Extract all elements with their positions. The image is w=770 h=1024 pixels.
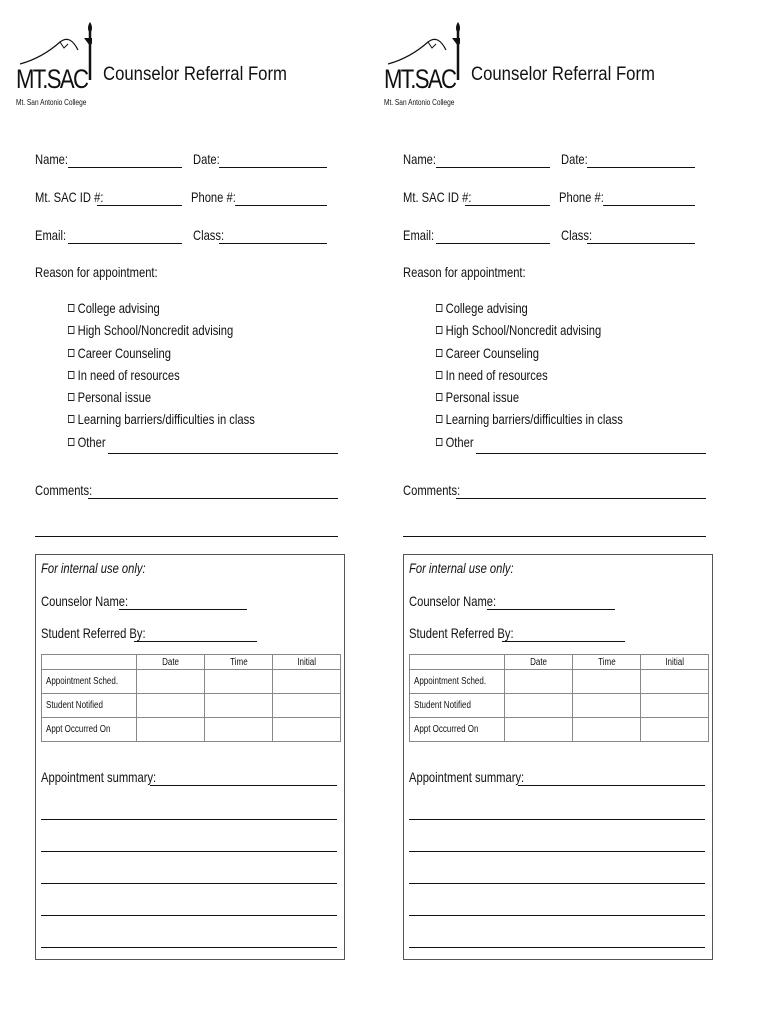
phone-blank[interactable] [603,204,695,206]
checkbox-icon[interactable] [436,393,442,401]
class-blank[interactable] [587,242,695,244]
appointment-table [41,654,341,742]
internal-heading: For internal use only: [409,560,514,576]
summary-line[interactable] [41,882,337,884]
email-label: Email: [403,227,435,243]
id-blank[interactable] [97,204,182,206]
checkbox-icon[interactable] [436,326,442,334]
name-blank[interactable] [436,166,550,168]
class-label: Class: [561,227,593,243]
summary-label: Appointment summary: [409,769,525,785]
mtsac-logo [380,20,460,112]
internal-use-box [35,554,345,960]
reason-item[interactable]: High School/Noncredit advising [68,322,255,344]
comments-blank[interactable] [88,497,338,499]
summary-line[interactable] [41,946,337,948]
checkbox-icon[interactable] [68,371,74,379]
checkbox-icon[interactable] [68,415,74,423]
checkbox-icon[interactable] [436,415,442,423]
reason-item[interactable]: Personal issue [68,389,255,411]
table-row: Appointment Sched. [410,670,709,694]
counselor-name-blank[interactable] [119,608,247,610]
date-blank[interactable] [219,166,327,168]
other-blank[interactable] [476,452,706,454]
referral-form-left [0,0,360,1000]
checkbox-icon[interactable] [68,304,74,312]
name-blank[interactable] [68,166,182,168]
reason-checklist [436,300,670,456]
reason-item[interactable]: College advising [436,300,623,322]
summary-label: Appointment summary: [41,769,157,785]
email-label: Email: [35,227,67,243]
mtsac-logo [12,20,92,112]
summary-line[interactable] [409,882,705,884]
logo-subtitle: Mt. San Antonio College [384,98,455,107]
reason-item[interactable]: In need of resources [68,367,255,389]
reason-item-other[interactable]: Other [436,434,623,456]
reason-label: Reason for appointment: [35,264,158,280]
summary-line[interactable] [41,850,337,852]
date-label: Date: [193,151,220,167]
class-label: Class: [193,227,225,243]
class-blank[interactable] [219,242,327,244]
comments-blank[interactable] [456,497,706,499]
logo-subtitle: Mt. San Antonio College [16,98,87,107]
internal-use-box [403,554,713,960]
table-header-row: Date Time Initial [410,655,709,670]
checkbox-icon[interactable] [436,371,442,379]
reason-item[interactable]: Personal issue [436,389,623,411]
reason-item[interactable]: Career Counseling [68,345,255,367]
date-label: Date: [561,151,588,167]
table-row: Student Notified [410,694,709,718]
reason-checklist [68,300,302,456]
phone-blank[interactable] [235,204,327,206]
referred-by-label: Student Referred By: [409,625,514,641]
appointment-table [409,654,709,742]
comments-blank-2[interactable] [35,535,338,537]
reason-item[interactable]: Learning barriers/difficulties in class [436,411,623,433]
internal-heading: For internal use only: [41,560,146,576]
checkbox-icon[interactable] [436,304,442,312]
referred-by-label: Student Referred By: [41,625,146,641]
summary-line[interactable] [409,914,705,916]
id-label: Mt. SAC ID #: [403,189,472,205]
summary-line[interactable] [409,850,705,852]
comments-label: Comments: [35,482,93,498]
referral-form-right [368,0,728,1000]
summary-blank[interactable] [150,784,337,786]
other-blank[interactable] [108,452,338,454]
referred-by-blank[interactable] [134,640,257,642]
checkbox-icon[interactable] [68,326,74,334]
checkbox-icon[interactable] [436,438,442,446]
phone-label: Phone #: [559,189,604,205]
checkbox-icon[interactable] [68,349,74,357]
id-blank[interactable] [465,204,550,206]
email-blank[interactable] [68,242,182,244]
logo-wordmark: MT.SAC [384,64,456,94]
summary-blank[interactable] [518,784,705,786]
reason-label: Reason for appointment: [403,264,526,280]
email-blank[interactable] [436,242,550,244]
table-header-row: Date Time Initial [42,655,341,670]
summary-line[interactable] [41,818,337,820]
reason-item-other[interactable]: Other [68,434,255,456]
summary-line[interactable] [41,914,337,916]
reason-item[interactable]: Learning barriers/difficulties in class [68,411,255,433]
id-label: Mt. SAC ID #: [35,189,104,205]
referred-by-blank[interactable] [502,640,625,642]
counselor-name-label: Counselor Name: [41,593,129,609]
logo-wordmark: MT.SAC [16,64,88,94]
name-label: Name: [403,151,436,167]
name-label: Name: [35,151,68,167]
table-row: Appointment Sched. [42,670,341,694]
counselor-name-blank[interactable] [487,608,615,610]
date-blank[interactable] [587,166,695,168]
table-row: Student Notified [42,694,341,718]
checkbox-icon[interactable] [68,393,74,401]
reason-item[interactable]: College advising [68,300,255,322]
counselor-name-label: Counselor Name: [409,593,497,609]
form-title: Counselor Referral Form [471,64,655,85]
reason-item[interactable]: High School/Noncredit advising [436,322,623,344]
summary-line[interactable] [409,818,705,820]
table-row: Appt Occurred On [410,718,709,742]
comments-label: Comments: [403,482,461,498]
comments-blank-2[interactable] [403,535,706,537]
table-row: Appt Occurred On [42,718,341,742]
checkbox-icon[interactable] [68,438,74,446]
phone-label: Phone #: [191,189,236,205]
reason-item[interactable]: Career Counseling [436,345,623,367]
form-title: Counselor Referral Form [103,64,287,85]
checkbox-icon[interactable] [436,349,442,357]
reason-item[interactable]: In need of resources [436,367,623,389]
summary-line[interactable] [409,946,705,948]
